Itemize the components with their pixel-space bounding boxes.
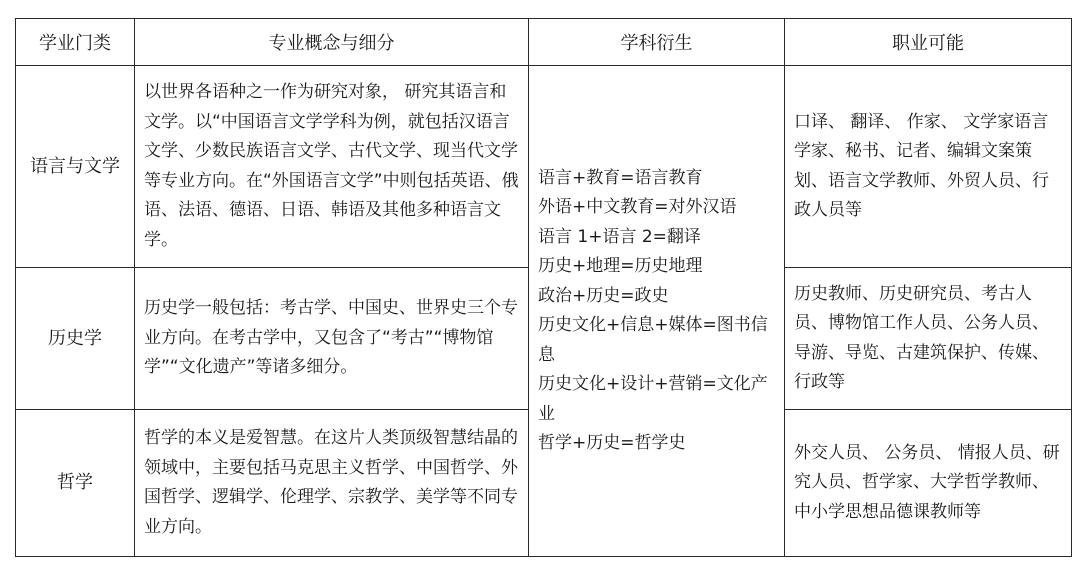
derivation-cell xyxy=(529,66,785,557)
derivation-item: 历史文化+信息+媒体=图书信息 xyxy=(538,315,768,365)
concept-cell: 哲学的本义是爱智慧。在这片人类顶级智慧结晶的领域中，主要包括马克思主义哲学、中国哲学、外国哲学、逻辑学、伦理学、宗教学、美学等不同专业方向。 xyxy=(135,410,529,557)
derivation-item: 政治+历史=政史 xyxy=(538,285,669,306)
career-cell: 历史教师、历史研究员、考古人员、博物馆工作人员、公务人员、导游、导览、古建筑保护、传媒、行政等 xyxy=(785,268,1072,410)
derivation-item: 历史文化+设计+营销=文化产业 xyxy=(538,374,768,424)
derivation-item: 语言+教育=语言教育 xyxy=(538,167,703,188)
derivation-item: 语言 1+语言 2=翻译 xyxy=(538,226,701,247)
header-career: 职业可能 xyxy=(785,19,1072,66)
category-cell: 语言与文学 xyxy=(16,66,135,268)
career-cell: 外交人员、 公务员、 情报人员、研究人员、哲学家、大学哲学教师、中小学思想品德课教师等 xyxy=(785,410,1072,557)
header-derivation: 学科衍生 xyxy=(529,19,785,66)
concept-cell: 以世界各语种之一作为研究对象， 研究其语言和文学。以“中国语言文学学科为例，就包括汉语言文学、少数民族语言文学、古代文学、现当代文学等专业方向。在“外国语言文学”中则包括英语、俄语、法语、德语、日语、韩语及其他多种语言文学。 xyxy=(135,66,529,268)
derivation-item: 哲学+历史=哲学史 xyxy=(538,433,686,453)
category-cell: 哲学 xyxy=(16,410,135,557)
table-row xyxy=(16,66,1072,268)
subject-table xyxy=(15,18,1072,557)
category-cell: 历史学 xyxy=(16,268,135,410)
derivation-item: 历史+地理=历史地理 xyxy=(538,256,703,276)
subject-table-container xyxy=(15,18,1071,555)
header-concept: 专业概念与细分 xyxy=(135,19,529,66)
concept-cell: 历史学一般包括：考古学、中国史、世界史三个专业方向。在考古学中，又包含了“考古”“博物馆学”“文化遗产”等诸多细分。 xyxy=(135,268,529,410)
derivation-item: 外语+中文教育=对外汉语 xyxy=(538,197,737,217)
header-row xyxy=(16,19,1072,66)
career-cell: 口译、 翻译、 作家、 文学家语言学家、秘书、记者、编辑文案策划、语言文学教师、外贸人员、行政人员等 xyxy=(785,66,1072,268)
header-category: 学业门类 xyxy=(16,19,135,66)
